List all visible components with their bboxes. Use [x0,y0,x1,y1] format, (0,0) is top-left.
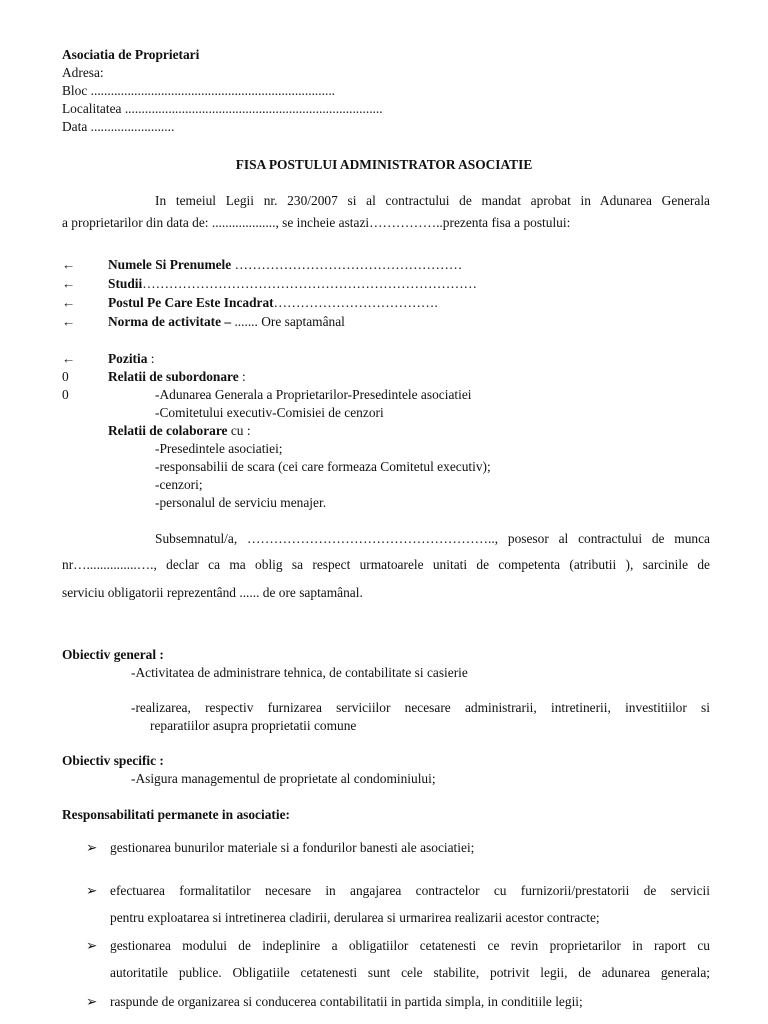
bullet-arrow-icon: ➢ [86,994,98,1009]
page-title: FISA POSTULUI ADMINISTRATOR ASOCIATIE [235,157,533,172]
locality-line: Localitatea ............................................................................. [62,101,383,116]
subordination-colon: : [238,369,246,384]
position-colon: : [147,351,155,366]
studies-field [108,276,477,292]
collab-item: -responsabilii de scara (cei care formeaza Comitetul executiv); [155,459,491,474]
responsibility-item-3-line-1: gestionarea modului de indeplinire a obligatiilor cetatenesti ce revin proprietarilor in raport cu [110,938,710,953]
bullet-arrow-icon: ➢ [86,938,98,953]
collab-item: -Presedintele asociatiei; [155,441,283,456]
arrow-left-icon: ← [62,295,76,310]
general-objective-label: Obiectiv general : [62,647,164,662]
post-label: Postul Pe Care Este Incadrat [108,295,274,310]
studies-dots: ………………………………………………………………… [142,276,478,291]
responsibility-item-3-line-2: autoritatile publice. Obligatiile cetatenesti sunt cele stabilite, potrivit legii, de adunarea generala; [110,965,710,980]
list-marker: 0 [62,387,69,402]
collaboration-heading [108,423,251,439]
responsibility-item-1: gestionarea bunurilor materiale si a fondurilor banesti ale asociatiei; [110,840,475,855]
address-line: Adresa: [62,65,104,80]
specific-objective-item: -Asigura managementul de proprietate al condominiului; [131,771,436,786]
declaration-line-2: nr…...............…., declar ca ma oblig sa respect urmatoarele unitati de competenta (atributii ), sarcinile de [62,557,710,572]
responsibility-item-2-line-1: efectuarea formalitatilor necesare in angajarea contractelor cu furnizorii/prestatorii de servicii [110,883,710,898]
general-objective-item-2-line-2: reparatiilor asupra proprietatii comune [150,718,357,733]
general-objective-item-2-line-1: -realizarea, respectiv furnizarea serviciilor necesare administrarii, intretinerii, investitiilor si [131,700,710,715]
arrow-left-icon: ← [62,351,76,366]
studies-label: Studii [108,276,143,291]
bloc-line: Bloc ......................................................................... [62,83,336,98]
general-objective-item: -Activitatea de administrare tehnica, de contabilitate si casierie [131,665,468,680]
specific-objective-label: Obiectiv specific : [62,753,164,768]
collab-item: -personalul de serviciu menajer. [155,495,327,510]
subordination-heading [108,369,246,385]
declaration-line-3: serviciu obligatorii reprezentând ...... de ore saptamânal. [62,585,363,600]
sub-item: -Adunarea Generala a Proprietarilor-Presedintele asociatiei [155,387,472,402]
association-name: Asociatia de Proprietari [62,47,200,62]
norm-label: Norma de activitate – [108,314,232,329]
arrow-left-icon: ← [62,276,76,291]
responsibility-item-4: raspunde de organizarea si conducerea contabilitatii in partida simpla, in conditiile legii; [110,994,583,1009]
intro-line-2: a proprietarilor din data de: ..................., se incheie astazi……………..prezenta fisa a postului: [62,215,571,230]
name-label: Numele Si Prenumele [108,257,232,272]
name-field [108,257,462,273]
responsibility-item-2-line-2: pentru exploatarea si intretinerea cladirii, derularea si urmarirea realizarii acestor contracte; [110,910,600,925]
date-line: Data ......................... [62,119,175,134]
collaboration-label: Relatii de colaborare [108,423,228,438]
collab-item: -cenzori; [155,477,203,492]
name-dots: …………………………………………… [231,257,463,272]
arrow-left-icon: ← [62,314,76,329]
responsibilities-heading: Responsabilitati permanete in asociatie: [62,807,290,822]
intro-line-1: In temeiul Legii nr. 230/2007 si al contractului de mandat aprobat in Adunarea Generala [155,193,710,208]
position-field [108,351,155,367]
collaboration-suffix: cu : [227,423,251,438]
arrow-left-icon: ← [62,257,76,272]
bullet-arrow-icon: ➢ [86,840,98,855]
post-dots: ………………………………. [273,295,438,310]
post-field [108,295,438,311]
bullet-arrow-icon: ➢ [86,883,98,898]
sub-item: -Comitetului executiv-Comisiei de cenzori [155,405,384,420]
norm-field [108,314,345,330]
declaration-line-1: Subsemnatul/a, ……………………………………………….., posesor al contractului de munca [155,531,710,546]
position-label: Pozitia [108,351,148,366]
list-marker: 0 [62,369,69,384]
subordination-label: Relatii de subordonare [108,369,239,384]
norm-value: ....... Ore saptamânal [231,314,345,329]
